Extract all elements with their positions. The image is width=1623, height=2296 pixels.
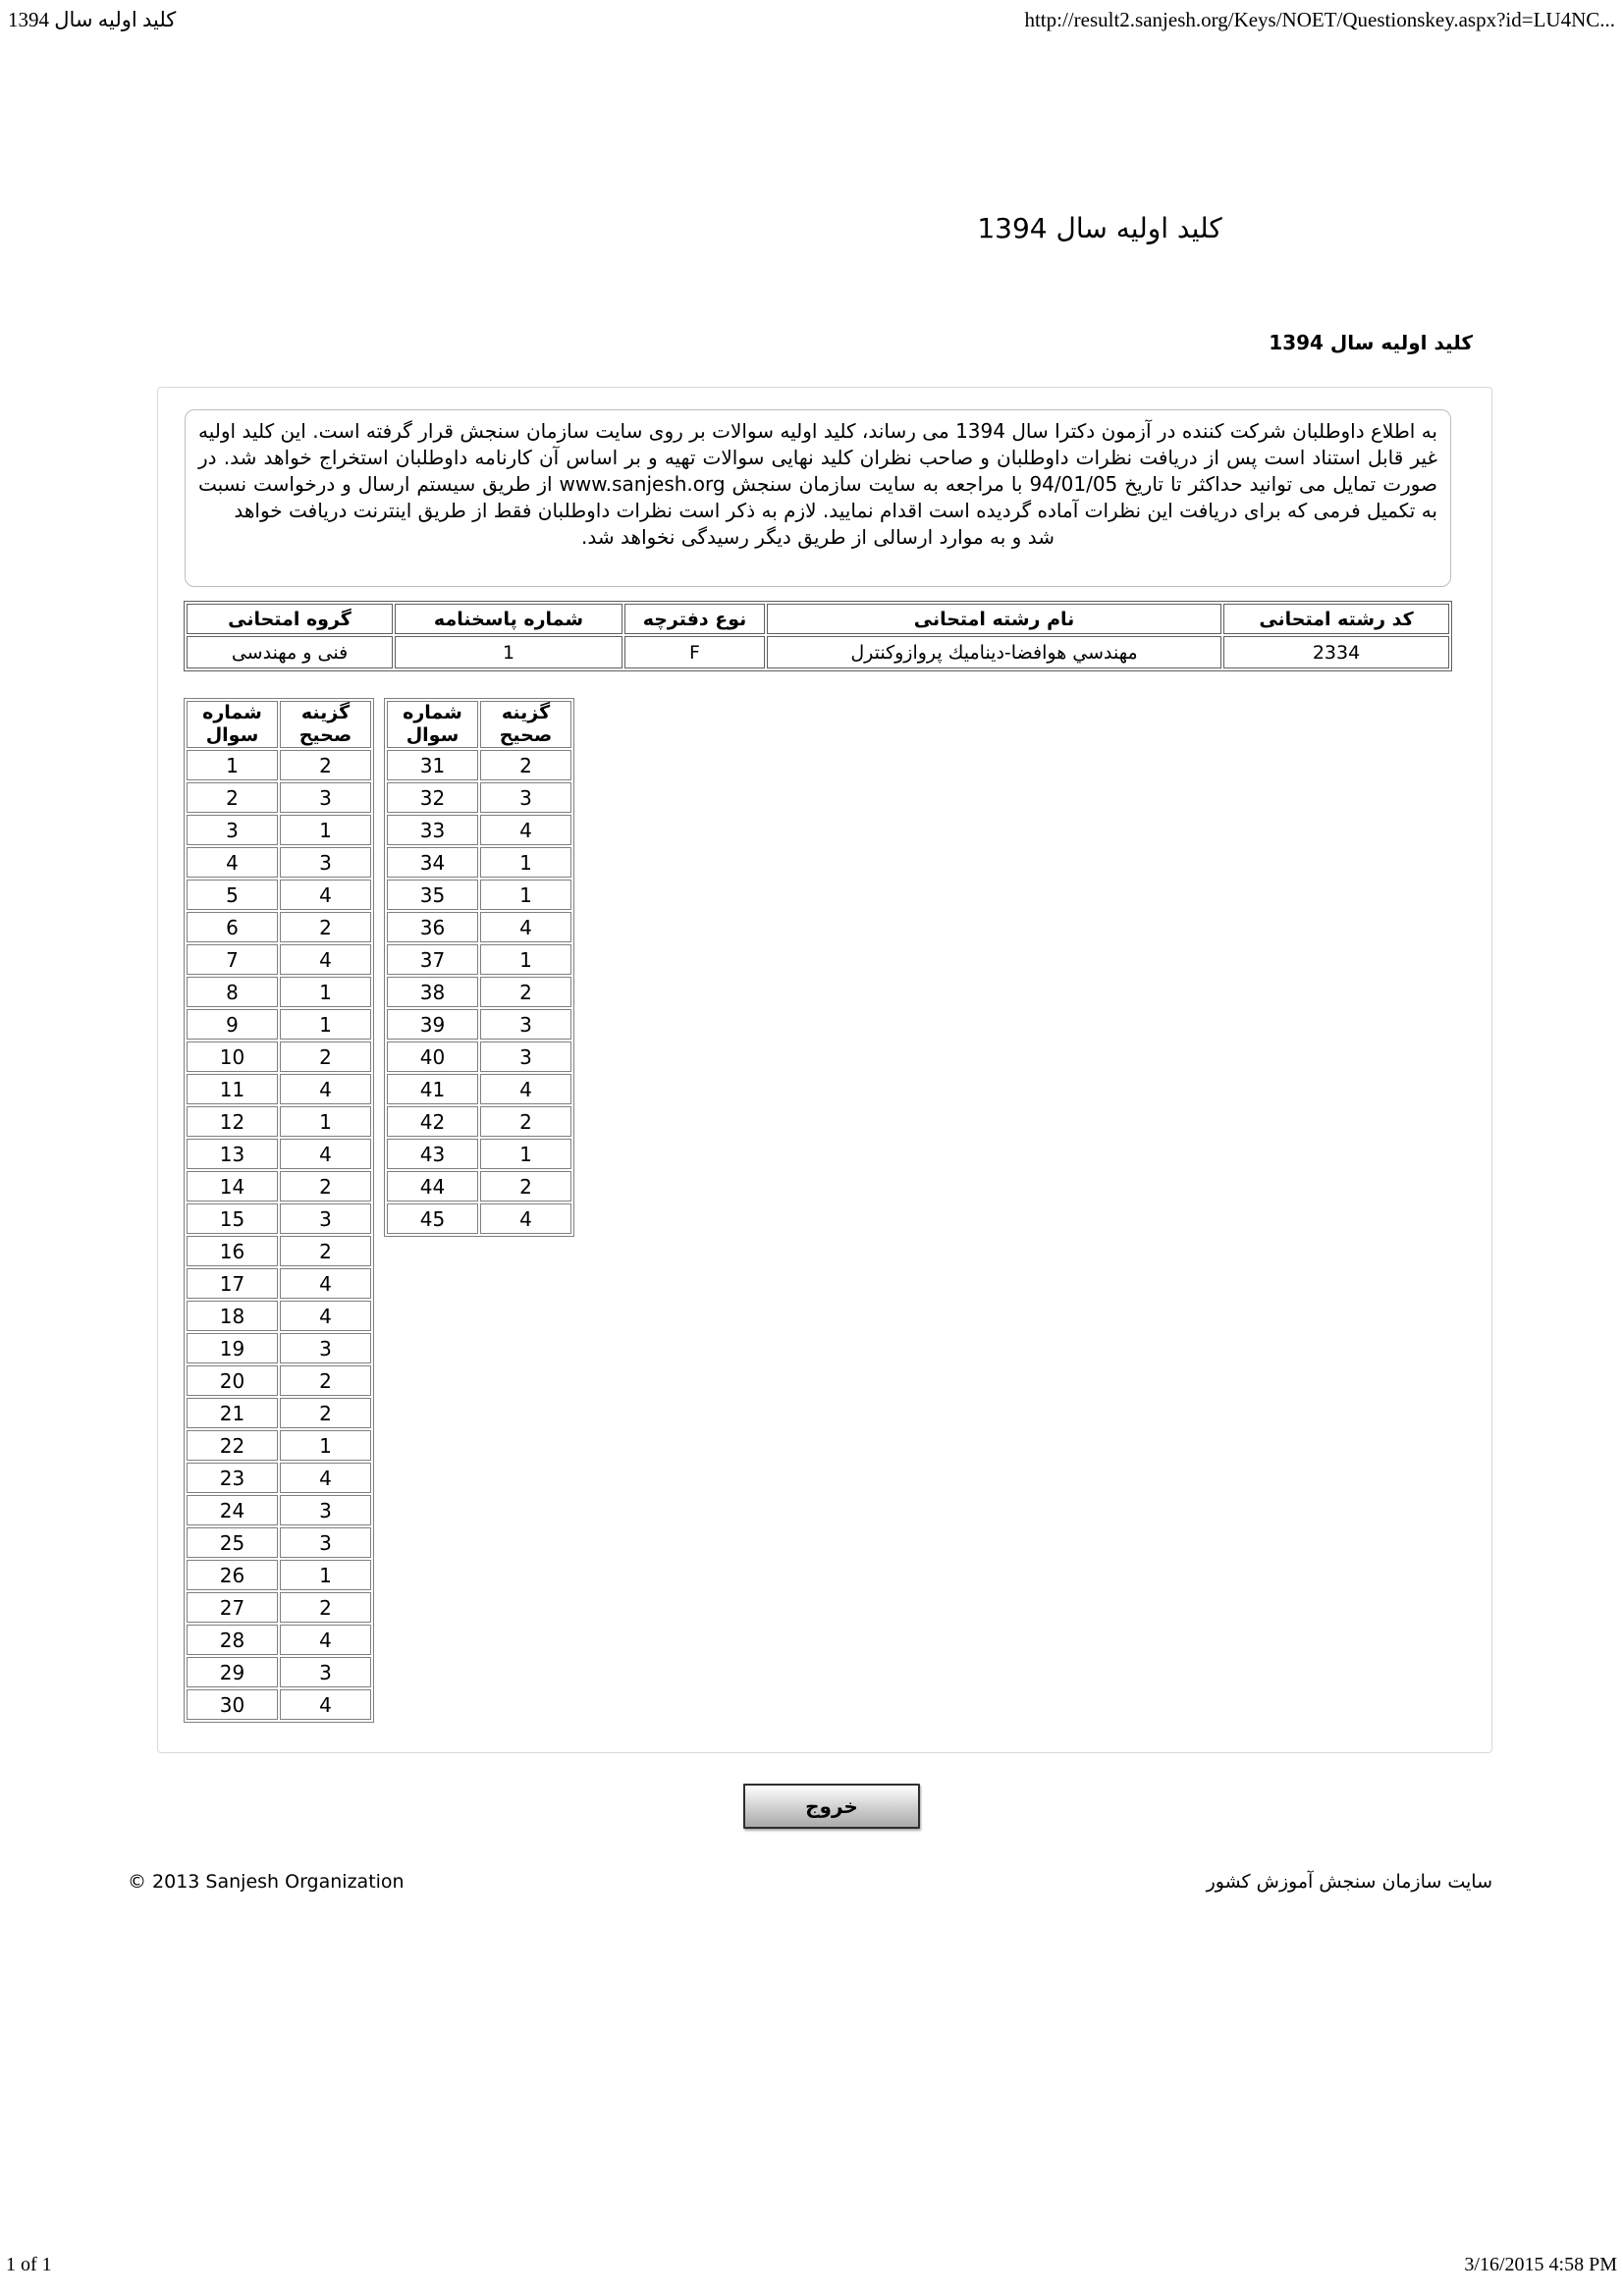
exam-info-header-cell: نوع دفترچه [624,604,765,634]
answer-row [187,847,371,878]
question-number-cell: 43 [387,1139,478,1169]
correct-option-cell: 4 [280,1625,371,1655]
answer-row [187,1592,371,1623]
correct-option-cell: 1 [280,1430,371,1461]
correct-option-cell: 4 [280,1689,371,1720]
correct-option-cell: 3 [280,1527,371,1558]
correct-option-cell: 4 [280,1268,371,1299]
answer-row [387,750,571,780]
answer-row [187,1074,371,1104]
correct-option-cell: 3 [280,1203,371,1234]
answer-row [187,1527,371,1558]
answer-row [187,1398,371,1428]
answer-header-row [387,701,571,748]
exit-button[interactable]: خروج [743,1784,920,1829]
answer-row [187,1301,371,1331]
correct-option-header [480,701,571,748]
question-number-header [387,701,478,748]
question-number-cell: 27 [187,1592,278,1623]
correct-option-cell: 4 [480,815,571,845]
question-number-cell: 12 [187,1106,278,1137]
answer-key-table-31-45 [384,698,574,1237]
question-number-cell: 16 [187,1236,278,1266]
correct-option-cell: 3 [280,1333,371,1363]
notice-text: به اطلاع داوطلبان شرکت کننده در آزمون دکترا سال 1394 می رساند، کلید اولیه سوالات بر روی سایت سازمان سنجش قرار گرفته است. این کلید اولیه غیر قابل استناد است پس از دریافت نظرات داوطلبان و صاحب نظران کلید نهایی سوالات تهیه و بر اساس آن کارنامه داوطلبان استخراج خواهد شد. در صورت تمایل می توانید حداکثر تا تاریخ 94/01/05 با مراجعه به سایت سازمان سنجش www.sanjesh.org از طریق سیستم ارسال و درخواست نسبت به تکمیل فرمی که برای دریافت این نظرات آماده گردیده است اقدام نمایید. لازم به ذکر است نظرات داوطلبان فقط از طریق اینترنت دریافت خواهد [198,419,1437,522]
answer-row [387,1041,571,1072]
exam-info-header-cell: نام رشته امتحانی [767,604,1221,634]
question-number-cell: 35 [387,880,478,910]
answer-row [387,815,571,845]
question-number-cell: 8 [187,977,278,1007]
correct-option-cell: 3 [280,847,371,878]
correct-option-cell: 4 [280,1301,371,1331]
question-number-cell: 44 [387,1171,478,1201]
question-number-cell: 34 [387,847,478,878]
answer-row [187,1463,371,1493]
correct-option-cell: 2 [280,1171,371,1201]
correct-option-cell: 4 [480,1203,571,1234]
question-number-cell: 18 [187,1301,278,1331]
correct-option-header-line2: صحیح [298,724,352,746]
correct-option-cell: 4 [280,880,371,910]
question-number-cell: 42 [387,1106,478,1137]
correct-option-cell: 4 [280,1074,371,1104]
answer-row [187,1009,371,1040]
answer-row [187,1171,371,1201]
question-number-cell: 20 [187,1365,278,1396]
correct-option-cell: 2 [280,1236,371,1266]
answer-row [187,1689,371,1720]
correct-option-cell: 3 [280,1657,371,1687]
correct-option-cell: 2 [280,1041,371,1072]
question-number-header-line2: سوال [205,724,259,746]
answer-row [187,944,371,975]
correct-option-cell: 1 [280,977,371,1007]
answer-row [187,880,371,910]
question-number-header-line1: شماره [403,702,462,723]
correct-option-cell: 1 [480,880,571,910]
exam-info-value-cell: 1 [395,636,622,668]
answer-row [187,1365,371,1396]
exam-info-value-row [187,636,1449,668]
answer-row [387,1009,571,1040]
correct-option-cell: 2 [280,750,371,780]
notice-box [185,409,1451,587]
exam-info-value-cell: F [624,636,765,668]
answer-row [187,1106,371,1137]
question-number-cell: 4 [187,847,278,878]
exam-info-header-row [187,604,1449,634]
answer-row [387,912,571,942]
answer-header-row [187,701,371,748]
question-number-cell: 21 [187,1398,278,1428]
question-number-cell: 33 [387,815,478,845]
question-number-cell: 6 [187,912,278,942]
correct-option-cell: 4 [280,1139,371,1169]
exam-info-header-cell: شماره پاسخنامه [395,604,622,634]
question-number-header [187,701,278,748]
answer-row [187,1560,371,1590]
question-number-cell: 22 [187,1430,278,1461]
question-number-cell: 13 [187,1139,278,1169]
correct-option-header-line1: گزینه [501,702,551,723]
correct-option-cell: 2 [280,1592,371,1623]
correct-option-cell: 2 [480,1106,571,1137]
correct-option-cell: 2 [480,1171,571,1201]
answer-row [187,977,371,1007]
answer-row [387,977,571,1007]
answer-row [187,782,371,813]
answer-row [387,1171,571,1201]
correct-option-cell: 4 [480,1074,571,1104]
exam-info-value-cell: فنی و مهندسی [187,636,393,668]
answer-row [187,1236,371,1266]
answer-row [187,1430,371,1461]
exam-info-header-cell: کد رشته امتحانی [1223,604,1449,634]
correct-option-cell: 1 [480,944,571,975]
correct-option-cell: 3 [480,782,571,813]
question-number-cell: 24 [187,1495,278,1525]
exam-info-value-cell: مهندسي هوافضا-ديناميك پروازوكنترل [767,636,1221,668]
correct-option-cell: 4 [280,1463,371,1493]
correct-option-cell: 1 [480,1139,571,1169]
answer-row [387,782,571,813]
answer-row [187,1657,371,1687]
question-number-cell: 45 [387,1203,478,1234]
print-header-title: کلید اولیه سال 1394 [8,8,177,31]
question-number-cell: 3 [187,815,278,845]
correct-option-cell: 2 [480,977,571,1007]
question-number-cell: 1 [187,750,278,780]
question-number-cell: 36 [387,912,478,942]
answer-row [187,750,371,780]
question-number-cell: 19 [187,1333,278,1363]
question-number-cell: 38 [387,977,478,1007]
question-number-cell: 9 [187,1009,278,1040]
correct-option-cell: 1 [480,847,571,878]
question-number-cell: 30 [187,1689,278,1720]
correct-option-cell: 4 [480,912,571,942]
answer-row [187,912,371,942]
question-number-cell: 2 [187,782,278,813]
correct-option-header [280,701,371,748]
answer-row [187,1203,371,1234]
question-number-cell: 39 [387,1009,478,1040]
print-timestamp: 3/16/2015 4:58 PM [1464,2254,1617,2275]
answer-row [187,1268,371,1299]
notice-last-line: شد و به موارد ارسالی از طریق دیگر رسیدگی نخواهد شد. [581,525,1055,549]
correct-option-cell: 3 [280,782,371,813]
question-number-header-line1: شماره [202,702,262,723]
exam-info-value-cell: 2334 [1223,636,1449,668]
answer-row [187,815,371,845]
question-number-cell: 32 [387,782,478,813]
question-number-cell: 11 [187,1074,278,1104]
question-number-cell: 10 [187,1041,278,1072]
correct-option-cell: 3 [480,1041,571,1072]
question-number-cell: 23 [187,1463,278,1493]
answer-row [187,1041,371,1072]
answer-row [387,1106,571,1137]
page-title: کلید اولیه سال 1394 [977,212,1222,244]
correct-option-cell: 3 [480,1009,571,1040]
correct-option-cell: 1 [280,1106,371,1137]
question-number-cell: 15 [187,1203,278,1234]
question-number-header-line2: سوال [406,724,460,746]
answer-row [387,944,571,975]
question-number-cell: 37 [387,944,478,975]
correct-option-cell: 2 [480,750,571,780]
question-number-cell: 41 [387,1074,478,1104]
correct-option-cell: 1 [280,815,371,845]
question-number-cell: 14 [187,1171,278,1201]
correct-option-header-line2: صحیح [499,724,553,746]
correct-option-cell: 1 [280,1009,371,1040]
question-number-cell: 29 [187,1657,278,1687]
question-number-cell: 31 [387,750,478,780]
question-number-cell: 28 [187,1625,278,1655]
question-number-cell: 26 [187,1560,278,1590]
answer-row [187,1495,371,1525]
question-number-cell: 7 [187,944,278,975]
answer-row [187,1333,371,1363]
answer-row [387,1203,571,1234]
section-title: کلید اولیه سال 1394 [1269,331,1473,354]
site-name-text: سایت سازمان سنجش آموزش کشور [1206,1871,1492,1893]
question-number-cell: 40 [387,1041,478,1072]
correct-option-cell: 2 [280,1398,371,1428]
print-header-url: http://result2.sanjesh.org/Keys/NOET/Questionskey.aspx?id=LU4NC... [1024,8,1615,31]
answer-key-table-1-30 [184,698,374,1723]
answer-row [187,1139,371,1169]
exam-info-table [184,601,1452,671]
answer-row [387,1139,571,1169]
question-number-cell: 25 [187,1527,278,1558]
correct-option-cell: 2 [280,1365,371,1396]
answer-row [387,847,571,878]
question-number-cell: 5 [187,880,278,910]
question-number-cell: 17 [187,1268,278,1299]
correct-option-cell: 3 [280,1495,371,1525]
correct-option-cell: 1 [280,1560,371,1590]
answer-row [387,880,571,910]
copyright-text: © 2013 Sanjesh Organization [128,1871,405,1893]
answer-row [187,1625,371,1655]
correct-option-header-line1: گزینه [300,702,351,723]
page-count: 1 of 1 [6,2254,52,2275]
correct-option-cell: 2 [280,912,371,942]
exam-info-header-cell: گروه امتحانی [187,604,393,634]
correct-option-cell: 4 [280,944,371,975]
answer-row [387,1074,571,1104]
